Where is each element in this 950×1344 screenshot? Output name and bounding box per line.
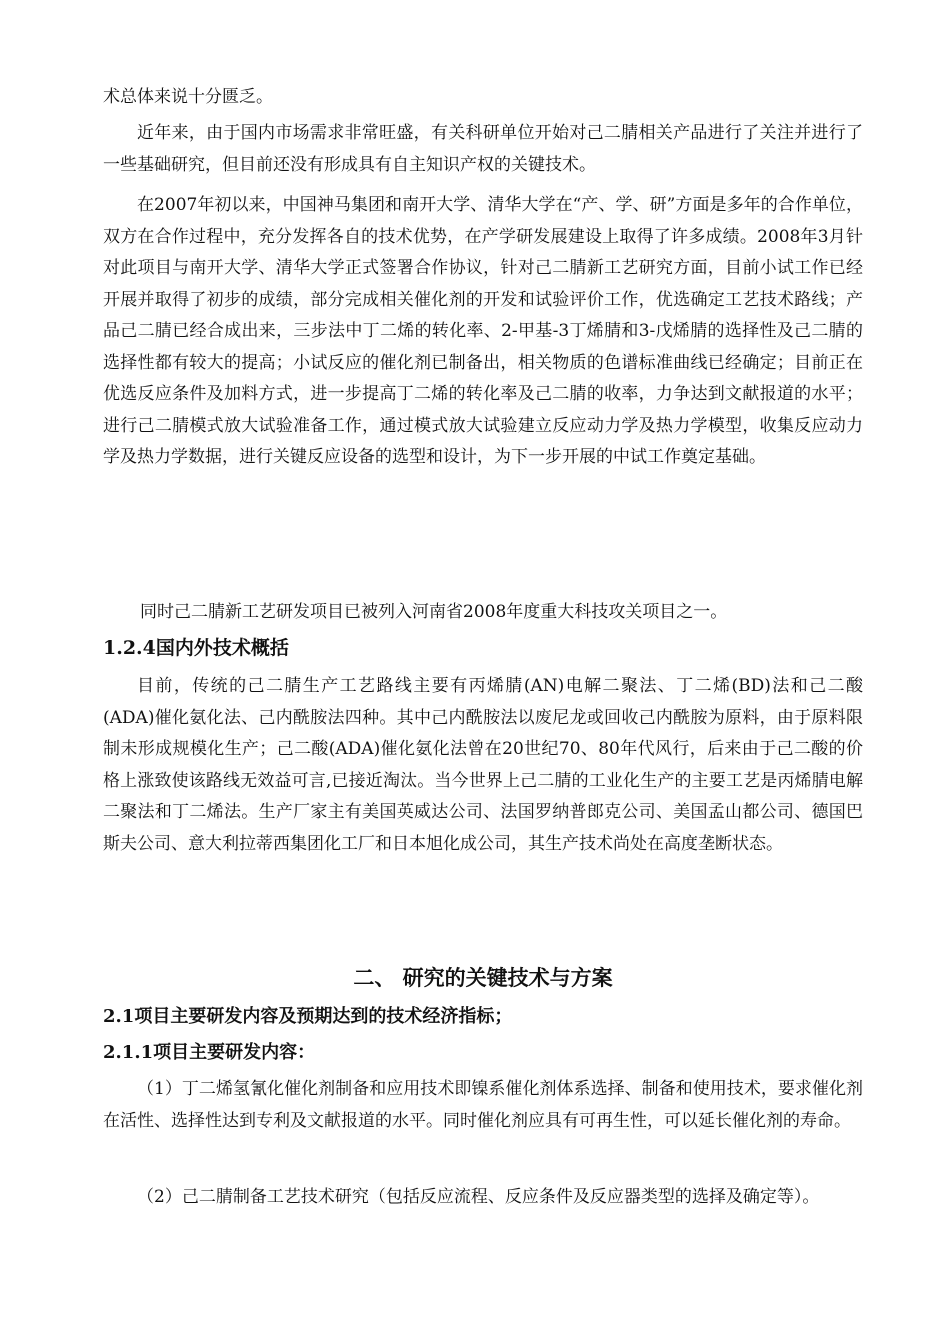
paragraph-item-1: （1）丁二烯氢氰化催化剂制备和应用技术即镍系催化剂体系选择、制备和使用技术，要求催化剂在活性、选择性达到专利及文献报道的水平。同时催化剂应具有可再生性，可以延长催化剂的寿命。 bbox=[103, 1079, 863, 1131]
heading-1-2-4: 1.2.4国内外技术概括 bbox=[103, 637, 289, 659]
section-title-2: 二、 研究的关键技术与方案 bbox=[353, 965, 613, 990]
paragraph-continuation: 术总体来说十分匮乏。 bbox=[103, 87, 273, 107]
paragraph-recent-years: 近年来，由于国内市场需求非常旺盛，有关科研单位开始对己二腈相关产品进行了关注并进行了一些基础研究，但目前还没有形成具有自主知识产权的关键技术。 bbox=[103, 123, 863, 175]
heading-2-1: 2.1项目主要研发内容及预期达到的技术经济指标； bbox=[103, 1006, 513, 1027]
paragraph-technology-overview: 目前，传统的己二腈生产工艺路线主要有丙烯腈(AN)电解二聚法、丁二烯(BD)法和己二酸(ADA)催化氨化法、己内酰胺法四种。其中己内酰胺法以废尼龙或回收己内酰胺为原料，由于原料限制未形成规模化生产；己二酸(ADA)催化氨化法曾在20世纪70、80年代风行，后来由于己二酸的价格上涨致使该路线无效益可言,已接近淘汰。当今世界上己二腈的工业化生产的主要工艺是丙烯腈电解二聚法和丁二烯法。生产厂家主有美国英威达公司、法国罗纳普郎克公司、美国孟山都公司、德国巴斯夫公司、意大利拉蒂西集团化工厂和日本旭化成公司，其生产技术尚处在高度垄断状态。 bbox=[103, 676, 863, 854]
heading-2-1-1: 2.1.1项目主要研发内容： bbox=[103, 1042, 316, 1063]
paragraph-item-2: （2）己二腈制备工艺技术研究（包括反应流程、反应条件及反应器类型的选择及确定等）。 bbox=[137, 1187, 820, 1207]
paragraph-cooperation: 在2007年初以来，中国神马集团和南开大学、清华大学在“产、学、研”方面是多年的合作单位，双方在合作过程中，充分发挥各自的技术优势，在产学研发展建设上取得了许多成绩。2008年3月针对此项目与南开大学、清华大学正式签署合作协议，针对己二腈新工艺研究方面，目前小试工作已经开展并取得了初步的成绩，部分完成相关催化剂的开发和试验评价工作，优选确定工艺技术路线；产品己二腈已经合成出来，三步法中丁二烯的转化率、2-甲基-3丁烯腈和3-戊烯腈的选择性及己二腈的选择性都有较大的提高；小试反应的催化剂已制备出，相关物质的色谱标准曲线已经确定；目前正在优选反应条件及加料方式，进一步提高丁二烯的转化率及己二腈的收率，力争达到文献报道的水平；进行己二腈模式放大试验准备工作，通过模式放大试验建立反应动力学及热力学模型，收集反应动力学及热力学数据，进行关键反应设备的选型和设计，为下一步开展的中试工作奠定基础。 bbox=[103, 195, 863, 467]
paragraph-henan-project: 同时己二腈新工艺研发项目已被列入河南省2008年度重大科技攻关项目之一。 bbox=[140, 602, 728, 622]
